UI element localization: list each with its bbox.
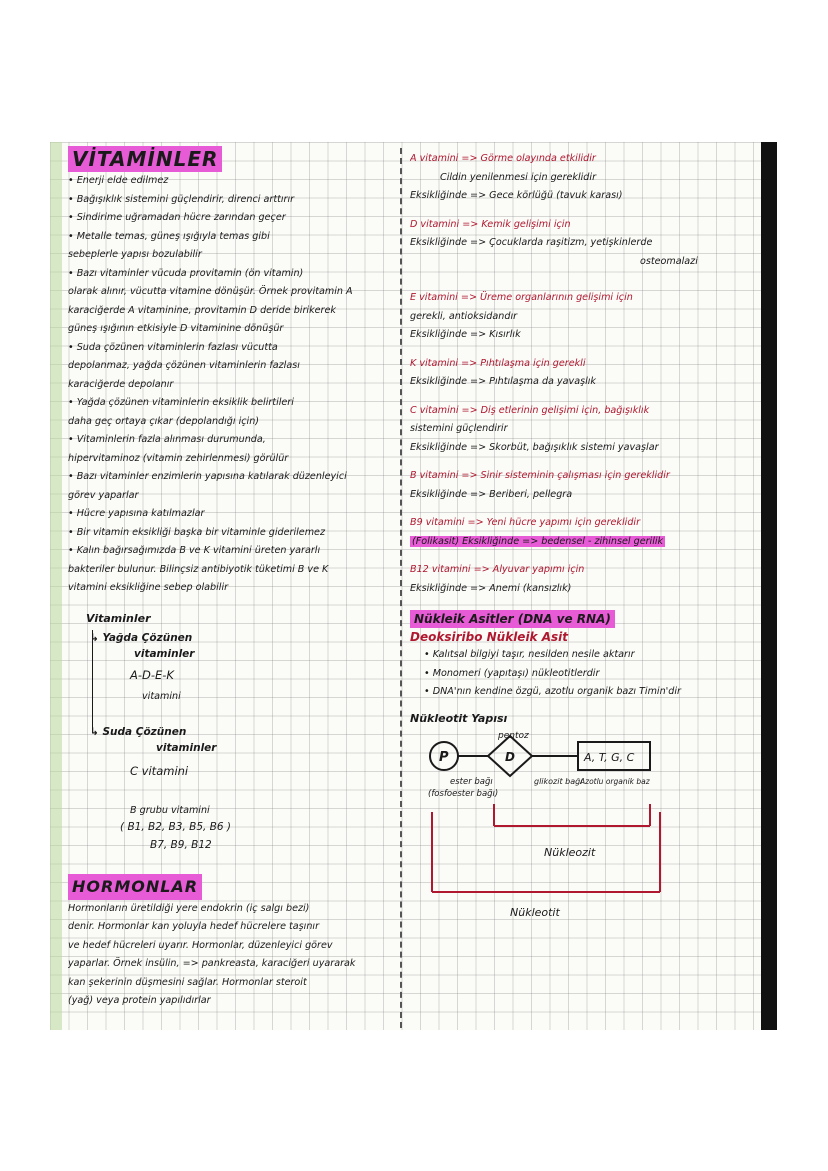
note-line: • Sindirime uğramadan hücre zarından geçer xyxy=(68,212,286,223)
note-line: • Kalın bağırsağımızda B ve K vitamini üreten yararlı xyxy=(68,545,321,556)
page-edge-shadow xyxy=(761,142,777,1030)
note-line: • Metalle temas, güneş ışığıyla temas gibi xyxy=(68,230,270,242)
c-vitamin-label: C vitamini xyxy=(130,763,189,778)
vitamin-c-line: Eksikliğinde => Skorbüt, bağışıklık sistemi yavaşlar xyxy=(410,441,659,453)
nucleic-acids-section xyxy=(410,608,755,702)
nucleotide-diagram xyxy=(410,712,755,932)
right-column xyxy=(410,150,755,932)
vitamin-e-line: Eksikliğinde => Kısırlık xyxy=(410,329,521,340)
note-line: • Bağışıklık sistemini güçlendirir, direnci arttırır xyxy=(68,193,295,205)
note-line: • Suda çözünen vitaminlerin fazlası vücutta xyxy=(68,341,278,353)
hormon-notes xyxy=(68,900,394,1011)
vitamin-c-line: C vitamini => Diş etlerinin gelişimi için, bağışıklık xyxy=(410,404,650,416)
page-edge-tint xyxy=(50,142,62,1030)
hormonlar-title: HORMONLAR xyxy=(68,874,202,900)
glikozit-label: glikozit bağı xyxy=(534,776,583,786)
vitamin-notes xyxy=(68,172,394,598)
nukleotit-label: Nükleotit xyxy=(510,905,560,919)
pentoz-label: pentoz xyxy=(498,730,529,741)
vitamin-a-line: Cildin yenilenmesi için gereklidir xyxy=(440,171,597,183)
note-line: bakteriler bulunur. Bilinçsiz antibiyotik tüketimi B ve K xyxy=(68,563,329,575)
vitamin-b9-block xyxy=(410,514,755,551)
left-column xyxy=(68,146,394,1011)
hormon-line: kan şekerinin düşmesini sağlar. Hormonlar steroit xyxy=(68,976,307,988)
hormon-line: ve hedef hücreleri uyarır. Hormonlar, düzenleyici görev xyxy=(68,939,333,951)
vitamin-a-line: Eksikliğinde => Gece körlüğü (tavuk karası) xyxy=(410,190,623,201)
tree-branch-water: ↳ Suda Çözünen xyxy=(90,725,187,738)
note-line: depolanmaz, yağda çözünen vitaminlerin fazlası xyxy=(68,360,300,371)
b-group-list-1: ( B1, B2, B3, B5, B6 ) xyxy=(120,820,231,833)
dna-title: Deoksiribo Nükleik Asit xyxy=(410,630,568,644)
note-line: görev yaparlar xyxy=(68,489,139,501)
note-line: • Yağda çözünen vitaminlerin eksiklik belirtileri xyxy=(68,397,294,408)
vitamin-b-line: B vitamini => Sinir sisteminin çalışması için gereklidir xyxy=(410,470,670,481)
vitamin-b12-line: Eksikliğinde => Anemi (kansızlık) xyxy=(410,582,572,594)
nucleotide-svg xyxy=(410,712,750,932)
note-line: hipervitaminoz (vitamin zehirlenmesi) görülür xyxy=(68,452,289,464)
tree-root: Vitaminler xyxy=(86,611,151,625)
vitamin-tree xyxy=(68,612,394,872)
note-line: sebeplerle yapısı bozulabilir xyxy=(68,249,202,260)
note-line: • Hücre yapısına katılmazlar xyxy=(68,508,205,519)
vitamin-b12-line: B12 vitamini => Alyuvar yapımı için xyxy=(410,564,585,575)
note-line: • Vitaminlerin fazla alınması durumunda, xyxy=(68,434,266,445)
note-line: güneş ışığının etkisiyle D vitaminine dönüşür xyxy=(68,323,284,334)
note-line: • Bazı vitaminler enzimlerin yapısına katılarak düzenleyici xyxy=(68,471,347,482)
vitamin-c-block xyxy=(410,402,755,458)
note-line: karaciğerde A vitaminine, provitamin D deride birikerek xyxy=(68,304,336,316)
base-label: A, T, G, C xyxy=(584,750,635,764)
vitamin-d-line: osteomalazi xyxy=(640,255,698,267)
vitamin-a-line: A vitamini => Görme olayında etkilidir xyxy=(410,153,596,164)
dna-point: • Kalıtsal bilgiyi taşır, nesilden nesile aktarır xyxy=(424,649,635,660)
deoxyribose-label: D xyxy=(505,749,515,764)
vitamin-e-line: E vitamini => Üreme organlarının gelişimi için xyxy=(410,292,633,303)
nucleic-acids-title: Nükleik Asitler (DNA ve RNA) xyxy=(410,610,615,628)
tree-branch-water-2: vitaminler xyxy=(156,741,217,754)
note-line: • Bazı vitaminler vücuda provitamin (ön vitamin) xyxy=(68,267,304,279)
phosphate-label: P xyxy=(439,749,449,765)
vitamin-k-line: K vitamini => Pıhtılaşma için gerekli xyxy=(410,357,586,369)
tree-branch-fat: ↳ Yağda Çözünen xyxy=(90,631,193,644)
vitamin-e-line: gerekli, antioksidandır xyxy=(410,310,518,322)
note-line: • Enerji elde edilmez xyxy=(68,175,169,186)
folikasit-highlight: (Folikasit) Eksikliğinde => bedensel - zihinsel gerilik xyxy=(412,535,664,547)
note-line: daha geç ortaya çıkar (depolandığı için) xyxy=(68,415,260,427)
vitamin-d-block xyxy=(410,216,755,272)
vitaminler-title: VİTAMİNLER xyxy=(68,146,222,172)
hormon-line: Hormonların üretildiği yere endokrin (iç salgı bezi) xyxy=(68,902,310,914)
note-line: karaciğerde depolanır xyxy=(68,378,174,390)
vitamin-k-block xyxy=(410,355,755,392)
fat-vitamin-list: A-D-E-K xyxy=(130,667,174,682)
note-line: • Bir vitamin eksikliği başka bir vitaminle giderilemez xyxy=(68,526,325,538)
hormon-line: denir. Hormonlar kan yoluyla hedef hücrelere taşınır xyxy=(68,921,320,932)
dna-point: • Monomeri (yapıtaşı) nükleotitlerdir xyxy=(424,667,600,679)
vitamin-b9-line: B9 vitamini => Yeni hücre yapımı için gereklidir xyxy=(410,517,641,528)
dna-point: • DNA'nın kendine özgü, azotlu organik bazı Timin'dir xyxy=(424,686,681,697)
vitamin-b9-line xyxy=(410,533,755,552)
vitamin-b-line: Eksikliğinde => Beriberi, pellegra xyxy=(410,488,573,500)
note-line: vitamini eksikliğine sebep olabilir xyxy=(68,582,229,593)
vitamin-d-line: D vitamini => Kemik gelişimi için xyxy=(410,218,571,230)
structure-title: Nükleotit Yapısı xyxy=(410,711,508,725)
ester-label: ester bağı xyxy=(450,776,493,787)
vitamin-a-block xyxy=(410,150,755,206)
hormon-line: (yağ) veya protein yapılıdırlar xyxy=(68,995,211,1006)
hormon-line: yaparlar. Örnek insülin, => pankreasta, karaciğeri uyararak xyxy=(68,958,356,969)
azot-label: Azotlu organik baz xyxy=(580,776,650,786)
fosfoester-label: (fosfoester bağı) xyxy=(428,788,499,799)
b-group-label: B grubu vitamini xyxy=(130,804,210,816)
vitamin-k-line: Eksikliğinde => Pıhtılaşma da yavaşlık xyxy=(410,376,596,387)
vitamin-b12-block xyxy=(410,561,755,598)
nukleozit-label: Nükleozit xyxy=(544,845,596,859)
vitamin-d-line: Eksikliğinde => Çocuklarda raşitizm, yetişkinlerde xyxy=(410,237,653,248)
vitamin-b-block xyxy=(410,467,755,504)
column-divider xyxy=(400,148,402,1028)
tree-branch-line xyxy=(92,630,93,730)
tree-branch-fat-2: vitaminler xyxy=(134,647,195,660)
notebook-page xyxy=(50,142,766,1030)
b-group-list-2: B7, B9, B12 xyxy=(150,838,212,851)
fat-vitamin-label: vitamini xyxy=(142,690,181,702)
vitamin-c-line: sistemini güçlendirir xyxy=(410,423,508,434)
note-line: olarak alınır, vücutta vitamine dönüşür. Örnek provitamin A xyxy=(68,286,353,297)
vitamin-e-block xyxy=(410,289,755,345)
